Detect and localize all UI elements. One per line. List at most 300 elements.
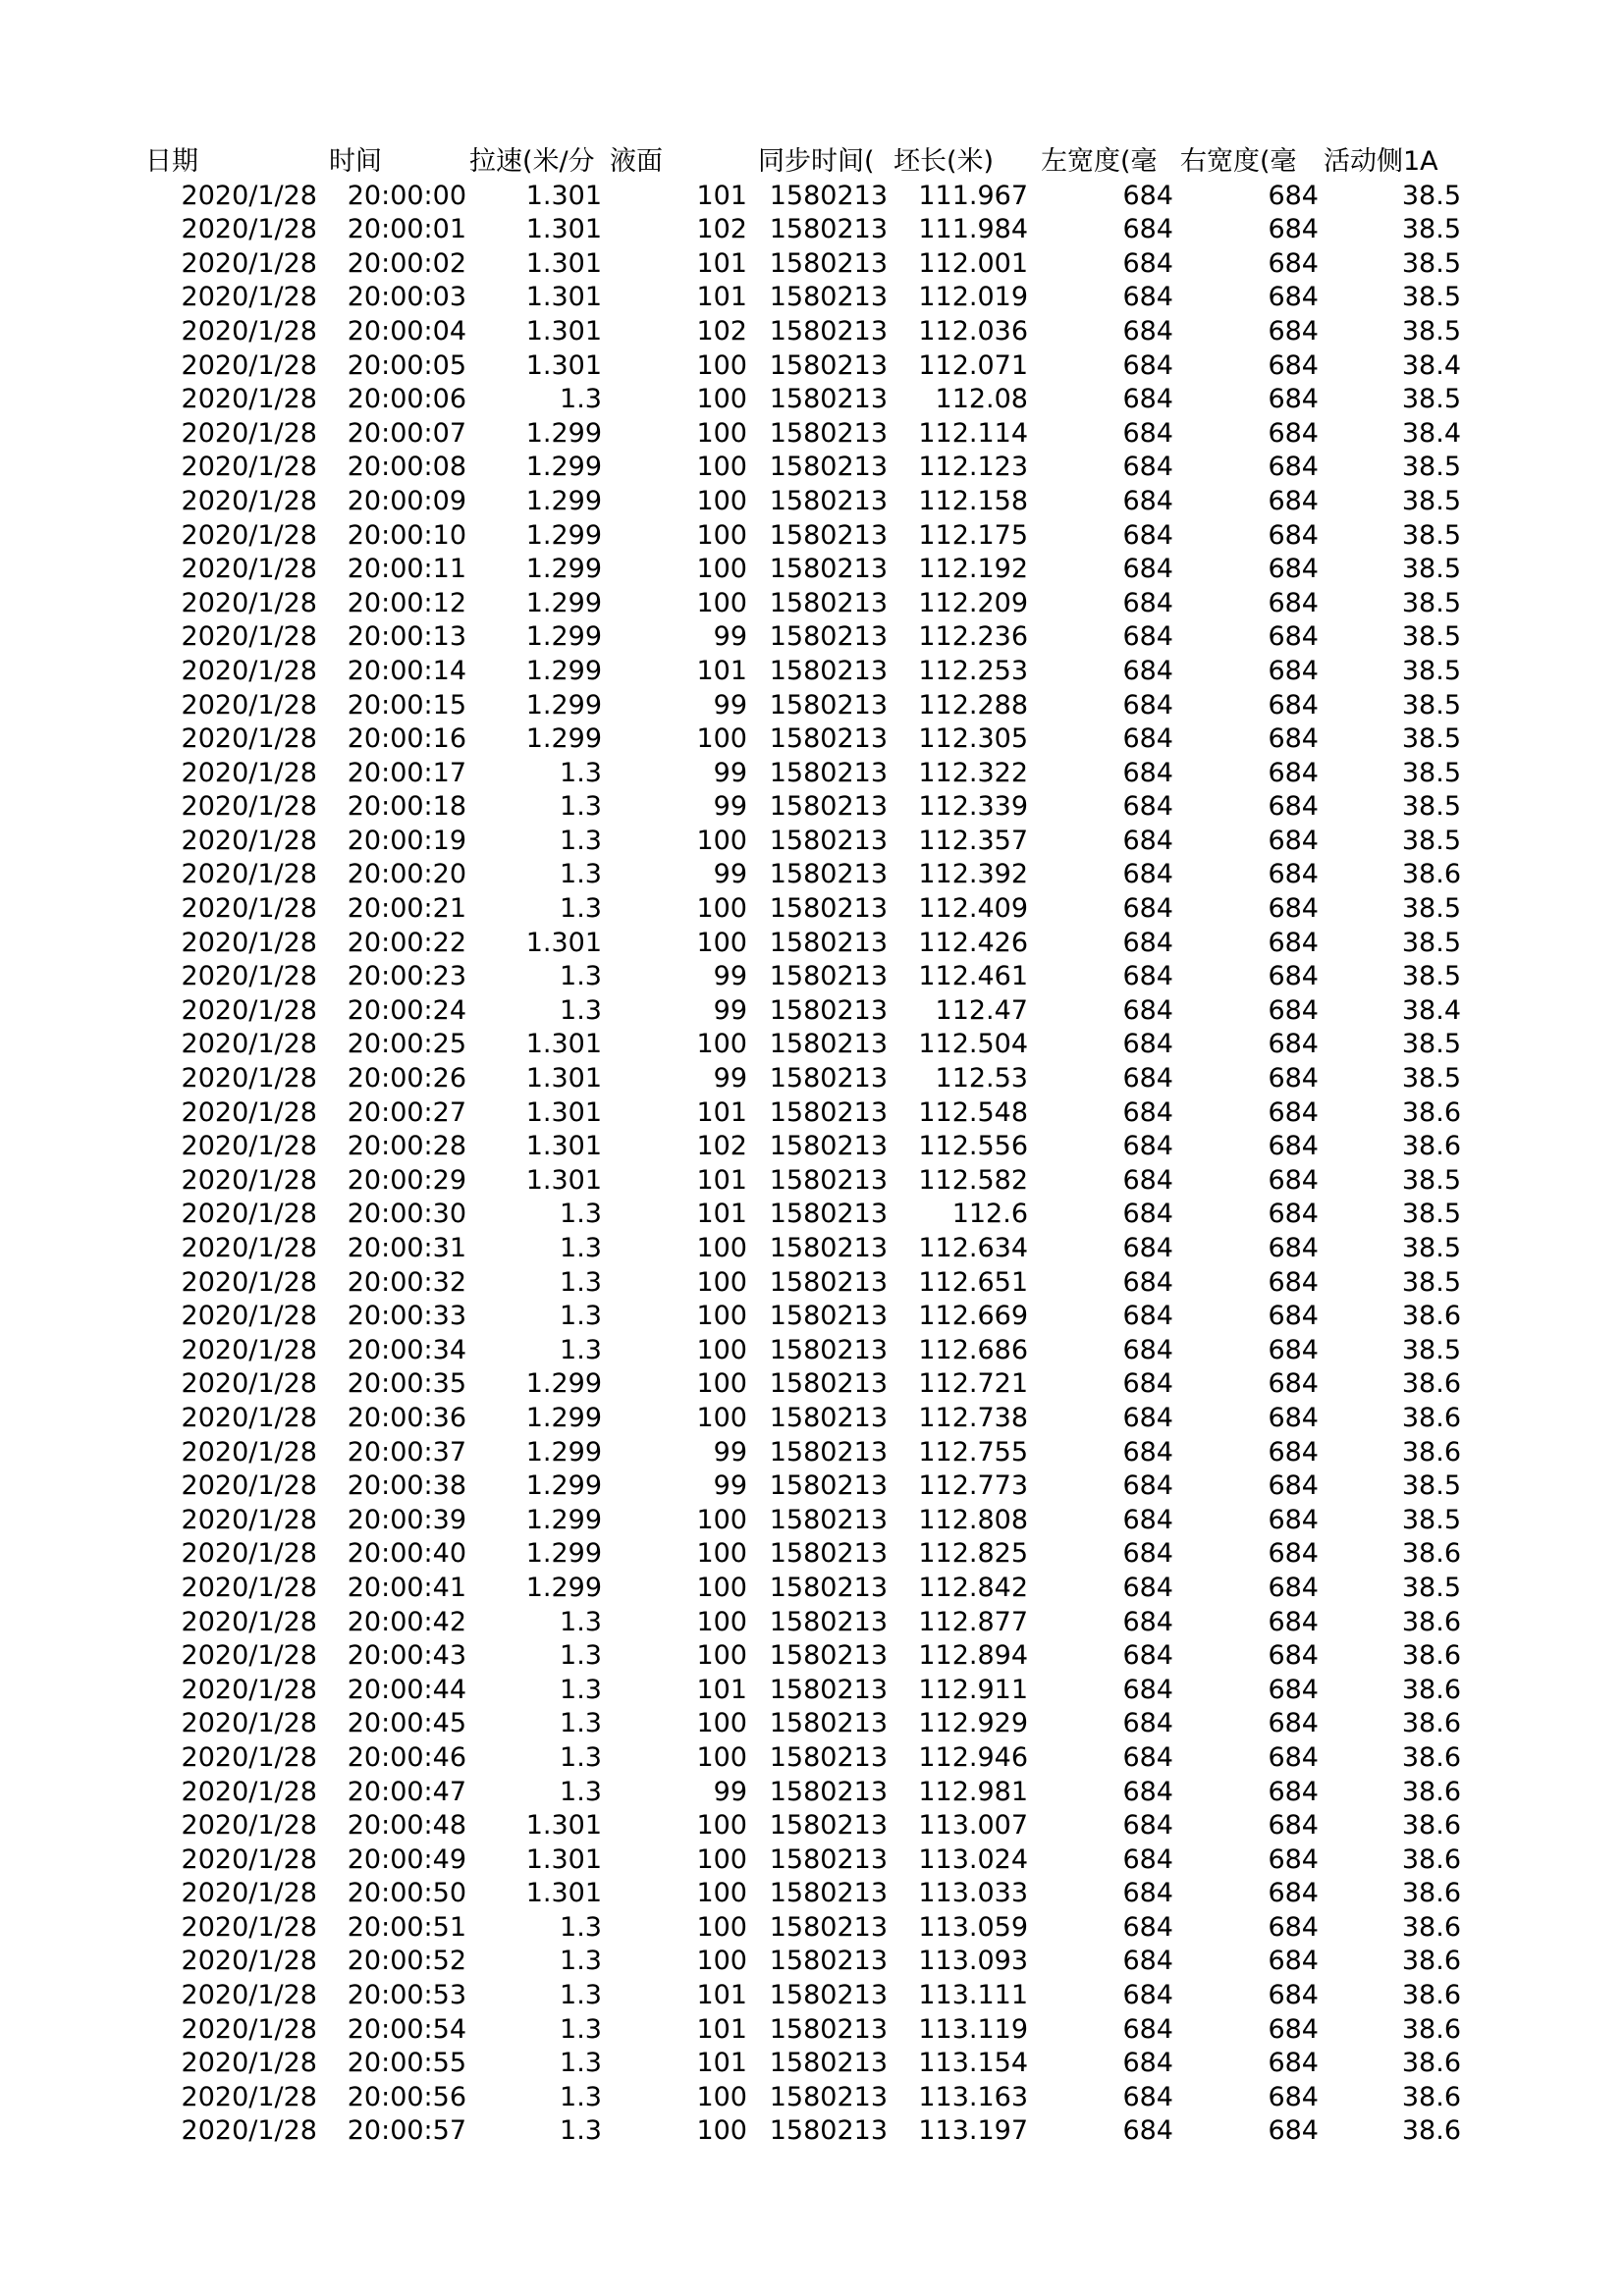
- date-cell: 2020/1/28: [181, 2048, 317, 2079]
- length-cell: 112.825: [918, 1538, 1028, 1570]
- speed-cell: 1.301: [525, 1843, 602, 1875]
- sync-time-cell: 1580213: [769, 994, 888, 1026]
- length-cell: 112.036: [918, 315, 1028, 347]
- left-width-cell: 684: [1122, 452, 1173, 483]
- speed-cell: 1.299: [525, 485, 602, 516]
- side-1a-cell: 38.5: [1401, 485, 1461, 516]
- sync-time-cell: 1580213: [769, 961, 888, 992]
- length-cell: 112.001: [918, 247, 1028, 279]
- length-cell: 112.392: [918, 859, 1028, 890]
- side-1a-cell: 38.5: [1401, 961, 1461, 992]
- date-cell: 2020/1/28: [181, 1199, 317, 1230]
- speed-cell: 1.3: [560, 994, 602, 1026]
- right-width-cell: 684: [1268, 1368, 1319, 1400]
- level-cell: 101: [696, 1199, 747, 1230]
- right-width-cell: 684: [1268, 1029, 1319, 1060]
- side-1a-cell: 38.5: [1401, 1470, 1461, 1502]
- speed-cell: 1.299: [525, 1436, 602, 1468]
- time-cell: 20:00:09: [347, 485, 466, 516]
- speed-cell: 1.301: [525, 927, 602, 958]
- left-width-cell: 684: [1122, 2013, 1173, 2045]
- length-cell: 112.651: [918, 1266, 1028, 1298]
- time-cell: 20:00:29: [347, 1164, 466, 1196]
- column-header: 液面: [610, 146, 663, 177]
- sync-time-cell: 1580213: [769, 180, 888, 211]
- right-width-cell: 684: [1268, 791, 1319, 823]
- table-row: [145, 620, 1461, 655]
- table-row: [145, 1877, 1461, 1911]
- side-1a-cell: 38.5: [1401, 1504, 1461, 1535]
- date-cell: 2020/1/28: [181, 587, 317, 618]
- table-row: [145, 281, 1461, 315]
- level-cell: 101: [696, 2048, 747, 2079]
- right-width-cell: 684: [1268, 1843, 1319, 1875]
- column-header: 右宽度(毫: [1180, 146, 1297, 177]
- level-cell: 100: [696, 2081, 747, 2112]
- speed-cell: 1.299: [525, 1572, 602, 1603]
- time-cell: 20:00:24: [347, 994, 466, 1026]
- right-width-cell: 684: [1268, 519, 1319, 551]
- right-width-cell: 684: [1268, 1504, 1319, 1535]
- right-width-cell: 684: [1268, 1470, 1319, 1502]
- length-cell: 112.322: [918, 757, 1028, 788]
- level-cell: 100: [696, 1640, 747, 1672]
- table-row: [145, 825, 1461, 859]
- sync-time-cell: 1580213: [769, 1776, 888, 1807]
- date-cell: 2020/1/28: [181, 1674, 317, 1705]
- table-row: [145, 519, 1461, 554]
- speed-cell: 1.3: [560, 2081, 602, 2112]
- left-width-cell: 684: [1122, 1843, 1173, 1875]
- time-cell: 20:00:33: [347, 1301, 466, 1332]
- left-width-cell: 684: [1122, 1029, 1173, 1060]
- level-cell: 99: [713, 859, 747, 890]
- table-row: [145, 213, 1461, 247]
- date-cell: 2020/1/28: [181, 214, 317, 245]
- column-header: 活动侧1A: [1324, 146, 1438, 177]
- date-cell: 2020/1/28: [181, 247, 317, 279]
- time-cell: 20:00:32: [347, 1266, 466, 1298]
- table-row: [145, 1504, 1461, 1538]
- header-row: [145, 145, 1461, 180]
- length-cell: 112.929: [918, 1708, 1028, 1739]
- time-cell: 20:00:14: [347, 655, 466, 686]
- side-1a-cell: 38.6: [1401, 2048, 1461, 2079]
- date-cell: 2020/1/28: [181, 452, 317, 483]
- column-header: 同步时间(: [758, 146, 875, 177]
- sync-time-cell: 1580213: [769, 282, 888, 313]
- length-cell: 113.197: [918, 2115, 1028, 2147]
- side-1a-cell: 38.5: [1401, 723, 1461, 755]
- time-cell: 20:00:28: [347, 1131, 466, 1162]
- speed-cell: 1.299: [525, 1402, 602, 1433]
- side-1a-cell: 38.6: [1401, 1878, 1461, 1909]
- speed-cell: 1.3: [560, 825, 602, 856]
- speed-cell: 1.301: [525, 214, 602, 245]
- table-row: [145, 1164, 1461, 1199]
- date-cell: 2020/1/28: [181, 349, 317, 381]
- table-row: [145, 1945, 1461, 1979]
- time-cell: 20:00:13: [347, 621, 466, 653]
- length-cell: 112.209: [918, 587, 1028, 618]
- speed-cell: 1.3: [560, 791, 602, 823]
- sync-time-cell: 1580213: [769, 247, 888, 279]
- length-cell: 112.071: [918, 349, 1028, 381]
- side-1a-cell: 38.5: [1401, 757, 1461, 788]
- length-cell: 112.6: [951, 1199, 1028, 1230]
- table-row: [145, 1436, 1461, 1470]
- level-cell: 101: [696, 2013, 747, 2045]
- sync-time-cell: 1580213: [769, 1029, 888, 1060]
- date-cell: 2020/1/28: [181, 791, 317, 823]
- speed-cell: 1.299: [525, 689, 602, 721]
- right-width-cell: 684: [1268, 1334, 1319, 1365]
- speed-cell: 1.3: [560, 2013, 602, 2045]
- time-cell: 20:00:36: [347, 1402, 466, 1433]
- right-width-cell: 684: [1268, 1606, 1319, 1637]
- level-cell: 99: [713, 1776, 747, 1807]
- date-cell: 2020/1/28: [181, 384, 317, 415]
- left-width-cell: 684: [1122, 791, 1173, 823]
- right-width-cell: 684: [1268, 384, 1319, 415]
- left-width-cell: 684: [1122, 1810, 1173, 1842]
- side-1a-cell: 38.5: [1401, 519, 1461, 551]
- speed-cell: 1.299: [525, 723, 602, 755]
- right-width-cell: 684: [1268, 1640, 1319, 1672]
- time-cell: 20:00:56: [347, 2081, 466, 2112]
- level-cell: 100: [696, 384, 747, 415]
- date-cell: 2020/1/28: [181, 1640, 317, 1672]
- sync-time-cell: 1580213: [769, 723, 888, 755]
- speed-cell: 1.3: [560, 1301, 602, 1332]
- speed-cell: 1.3: [560, 1233, 602, 1263]
- table-row: [145, 1741, 1461, 1776]
- side-1a-cell: 38.5: [1401, 452, 1461, 483]
- right-width-cell: 684: [1268, 689, 1319, 721]
- left-width-cell: 684: [1122, 1776, 1173, 1807]
- right-width-cell: 684: [1268, 893, 1319, 925]
- side-1a-cell: 38.5: [1401, 384, 1461, 415]
- table-row: [145, 1537, 1461, 1572]
- speed-cell: 1.301: [525, 180, 602, 211]
- level-cell: 99: [713, 961, 747, 992]
- speed-cell: 1.299: [525, 655, 602, 686]
- right-width-cell: 684: [1268, 1708, 1319, 1739]
- right-width-cell: 684: [1268, 1572, 1319, 1603]
- table-row: [145, 553, 1461, 587]
- level-cell: 100: [696, 893, 747, 925]
- speed-cell: 1.299: [525, 452, 602, 483]
- time-cell: 20:00:31: [347, 1233, 466, 1263]
- column-header: 坯长(米): [893, 146, 995, 177]
- side-1a-cell: 38.5: [1401, 825, 1461, 856]
- side-1a-cell: 38.5: [1401, 689, 1461, 721]
- time-cell: 20:00:39: [347, 1504, 466, 1535]
- length-cell: 112.773: [918, 1470, 1028, 1502]
- sync-time-cell: 1580213: [769, 1470, 888, 1502]
- time-cell: 20:00:18: [347, 791, 466, 823]
- speed-cell: 1.299: [525, 1538, 602, 1570]
- time-cell: 20:00:34: [347, 1334, 466, 1365]
- side-1a-cell: 38.6: [1401, 1911, 1461, 1943]
- right-width-cell: 684: [1268, 927, 1319, 958]
- speed-cell: 1.301: [525, 1063, 602, 1095]
- speed-cell: 1.3: [560, 1606, 602, 1637]
- table-row: [145, 927, 1461, 961]
- left-width-cell: 684: [1122, 1199, 1173, 1230]
- level-cell: 101: [696, 1164, 747, 1196]
- sync-time-cell: 1580213: [769, 214, 888, 245]
- right-width-cell: 684: [1268, 1063, 1319, 1095]
- table-row: [145, 1469, 1461, 1504]
- length-cell: 112.946: [918, 1741, 1028, 1773]
- side-1a-cell: 38.5: [1401, 1572, 1461, 1603]
- sync-time-cell: 1580213: [769, 587, 888, 618]
- level-cell: 99: [713, 689, 747, 721]
- left-width-cell: 684: [1122, 1233, 1173, 1263]
- side-1a-cell: 38.6: [1401, 1946, 1461, 1977]
- length-cell: 112.842: [918, 1572, 1028, 1603]
- level-cell: 101: [696, 1674, 747, 1705]
- sync-time-cell: 1580213: [769, 927, 888, 958]
- side-1a-cell: 38.5: [1401, 554, 1461, 585]
- date-cell: 2020/1/28: [181, 1878, 317, 1909]
- sync-time-cell: 1580213: [769, 1640, 888, 1672]
- side-1a-cell: 38.5: [1401, 587, 1461, 618]
- level-cell: 100: [696, 1504, 747, 1535]
- speed-cell: 1.299: [525, 587, 602, 618]
- right-width-cell: 684: [1268, 1946, 1319, 1977]
- level-cell: 100: [696, 554, 747, 585]
- side-1a-cell: 38.6: [1401, 1674, 1461, 1705]
- side-1a-cell: 38.5: [1401, 791, 1461, 823]
- left-width-cell: 684: [1122, 485, 1173, 516]
- date-cell: 2020/1/28: [181, 1776, 317, 1807]
- speed-cell: 1.3: [560, 757, 602, 788]
- level-cell: 100: [696, 1606, 747, 1637]
- right-width-cell: 684: [1268, 417, 1319, 449]
- left-width-cell: 684: [1122, 1096, 1173, 1128]
- time-cell: 20:00:30: [347, 1199, 466, 1230]
- right-width-cell: 684: [1268, 214, 1319, 245]
- date-cell: 2020/1/28: [181, 519, 317, 551]
- level-cell: 99: [713, 791, 747, 823]
- time-cell: 20:00:02: [347, 247, 466, 279]
- length-cell: 112.47: [935, 994, 1028, 1026]
- time-cell: 20:00:27: [347, 1096, 466, 1128]
- left-width-cell: 684: [1122, 1878, 1173, 1909]
- side-1a-cell: 38.6: [1401, 1741, 1461, 1773]
- right-width-cell: 684: [1268, 349, 1319, 381]
- right-width-cell: 684: [1268, 961, 1319, 992]
- left-width-cell: 684: [1122, 1538, 1173, 1570]
- left-width-cell: 684: [1122, 519, 1173, 551]
- level-cell: 100: [696, 1810, 747, 1842]
- date-cell: 2020/1/28: [181, 1946, 317, 1977]
- table-row: [145, 1300, 1461, 1334]
- time-cell: 20:00:06: [347, 384, 466, 415]
- level-cell: 100: [696, 1946, 747, 1977]
- speed-cell: 1.301: [525, 282, 602, 313]
- level-cell: 100: [696, 1741, 747, 1773]
- level-cell: 100: [696, 1843, 747, 1875]
- side-1a-cell: 38.5: [1401, 247, 1461, 279]
- side-1a-cell: 38.5: [1401, 1164, 1461, 1196]
- date-cell: 2020/1/28: [181, 757, 317, 788]
- side-1a-cell: 38.6: [1401, 1810, 1461, 1842]
- date-cell: 2020/1/28: [181, 2115, 317, 2147]
- table-row: [145, 2013, 1461, 2048]
- speed-cell: 1.301: [525, 1164, 602, 1196]
- time-cell: 20:00:16: [347, 723, 466, 755]
- level-cell: 100: [696, 1266, 747, 1298]
- date-cell: 2020/1/28: [181, 1538, 317, 1570]
- length-cell: 112.08: [935, 384, 1028, 415]
- left-width-cell: 684: [1122, 1946, 1173, 1977]
- table-row: [145, 247, 1461, 282]
- spreadsheet-table: [145, 145, 1461, 2149]
- level-cell: 99: [713, 1063, 747, 1095]
- level-cell: 100: [696, 1301, 747, 1332]
- table-row: [145, 1367, 1461, 1402]
- length-cell: 113.033: [918, 1878, 1028, 1909]
- table-row: [145, 1809, 1461, 1843]
- left-width-cell: 684: [1122, 417, 1173, 449]
- level-cell: 100: [696, 1538, 747, 1570]
- left-width-cell: 684: [1122, 689, 1173, 721]
- left-width-cell: 684: [1122, 1572, 1173, 1603]
- table-row: [145, 858, 1461, 892]
- length-cell: 112.556: [918, 1131, 1028, 1162]
- left-width-cell: 684: [1122, 1063, 1173, 1095]
- sync-time-cell: 1580213: [769, 859, 888, 890]
- level-cell: 99: [713, 1470, 747, 1502]
- date-cell: 2020/1/28: [181, 927, 317, 958]
- speed-cell: 1.299: [525, 1504, 602, 1535]
- sync-time-cell: 1580213: [769, 2048, 888, 2079]
- length-cell: 112.894: [918, 1640, 1028, 1672]
- table-row: [145, 587, 1461, 621]
- table-row: [145, 2047, 1461, 2081]
- left-width-cell: 684: [1122, 994, 1173, 1026]
- right-width-cell: 684: [1268, 554, 1319, 585]
- speed-cell: 1.3: [560, 1674, 602, 1705]
- right-width-cell: 684: [1268, 1233, 1319, 1263]
- time-cell: 20:00:01: [347, 214, 466, 245]
- speed-cell: 1.301: [525, 315, 602, 347]
- time-cell: 20:00:05: [347, 349, 466, 381]
- side-1a-cell: 38.6: [1401, 2115, 1461, 2147]
- right-width-cell: 684: [1268, 621, 1319, 653]
- date-cell: 2020/1/28: [181, 621, 317, 653]
- sync-time-cell: 1580213: [769, 1911, 888, 1943]
- time-cell: 20:00:48: [347, 1810, 466, 1842]
- table-row: [145, 1776, 1461, 1810]
- table-row: [145, 2114, 1461, 2149]
- level-cell: 100: [696, 485, 747, 516]
- time-cell: 20:00:19: [347, 825, 466, 856]
- right-width-cell: 684: [1268, 1538, 1319, 1570]
- speed-cell: 1.3: [560, 961, 602, 992]
- left-width-cell: 684: [1122, 621, 1173, 653]
- date-cell: 2020/1/28: [181, 2081, 317, 2112]
- date-cell: 2020/1/28: [181, 1606, 317, 1637]
- sync-time-cell: 1580213: [769, 1946, 888, 1977]
- right-width-cell: 684: [1268, 1402, 1319, 1433]
- speed-cell: 1.299: [525, 519, 602, 551]
- sync-time-cell: 1580213: [769, 655, 888, 686]
- sync-time-cell: 1580213: [769, 1538, 888, 1570]
- left-width-cell: 684: [1122, 961, 1173, 992]
- length-cell: 113.007: [918, 1810, 1028, 1842]
- right-width-cell: 684: [1268, 587, 1319, 618]
- side-1a-cell: 38.4: [1401, 417, 1461, 449]
- right-width-cell: 684: [1268, 1776, 1319, 1807]
- sync-time-cell: 1580213: [769, 1810, 888, 1842]
- time-cell: 20:00:26: [347, 1063, 466, 1095]
- date-cell: 2020/1/28: [181, 825, 317, 856]
- length-cell: 112.288: [918, 689, 1028, 721]
- speed-cell: 1.301: [525, 1029, 602, 1060]
- side-1a-cell: 38.6: [1401, 1131, 1461, 1162]
- side-1a-cell: 38.6: [1401, 859, 1461, 890]
- length-cell: 112.253: [918, 655, 1028, 686]
- side-1a-cell: 38.5: [1401, 1029, 1461, 1060]
- length-cell: 112.808: [918, 1504, 1028, 1535]
- length-cell: 112.158: [918, 485, 1028, 516]
- date-cell: 2020/1/28: [181, 1096, 317, 1128]
- date-cell: 2020/1/28: [181, 1063, 317, 1095]
- length-cell: 112.634: [918, 1233, 1028, 1263]
- side-1a-cell: 38.6: [1401, 1096, 1461, 1128]
- time-cell: 20:00:21: [347, 893, 466, 925]
- side-1a-cell: 38.6: [1401, 1301, 1461, 1332]
- date-cell: 2020/1/28: [181, 1029, 317, 1060]
- left-width-cell: 684: [1122, 655, 1173, 686]
- level-cell: 101: [696, 1096, 747, 1128]
- sync-time-cell: 1580213: [769, 1233, 888, 1263]
- date-cell: 2020/1/28: [181, 994, 317, 1026]
- date-cell: 2020/1/28: [181, 859, 317, 890]
- right-width-cell: 684: [1268, 994, 1319, 1026]
- side-1a-cell: 38.6: [1401, 1640, 1461, 1672]
- date-cell: 2020/1/28: [181, 180, 317, 211]
- date-cell: 2020/1/28: [181, 1334, 317, 1365]
- date-cell: 2020/1/28: [181, 282, 317, 313]
- left-width-cell: 684: [1122, 587, 1173, 618]
- table-row: [145, 1096, 1461, 1131]
- side-1a-cell: 38.5: [1401, 621, 1461, 653]
- sync-time-cell: 1580213: [769, 1301, 888, 1332]
- date-cell: 2020/1/28: [181, 1810, 317, 1842]
- left-width-cell: 684: [1122, 1266, 1173, 1298]
- right-width-cell: 684: [1268, 757, 1319, 788]
- length-cell: 113.154: [918, 2048, 1028, 2079]
- sync-time-cell: 1580213: [769, 825, 888, 856]
- level-cell: 100: [696, 452, 747, 483]
- time-cell: 20:00:40: [347, 1538, 466, 1570]
- right-width-cell: 684: [1268, 247, 1319, 279]
- time-cell: 20:00:37: [347, 1436, 466, 1468]
- sync-time-cell: 1580213: [769, 757, 888, 788]
- sync-time-cell: 1580213: [769, 1674, 888, 1705]
- side-1a-cell: 38.6: [1401, 1402, 1461, 1433]
- time-cell: 20:00:12: [347, 587, 466, 618]
- left-width-cell: 684: [1122, 384, 1173, 415]
- time-cell: 20:00:51: [347, 1911, 466, 1943]
- length-cell: 112.669: [918, 1301, 1028, 1332]
- right-width-cell: 684: [1268, 180, 1319, 211]
